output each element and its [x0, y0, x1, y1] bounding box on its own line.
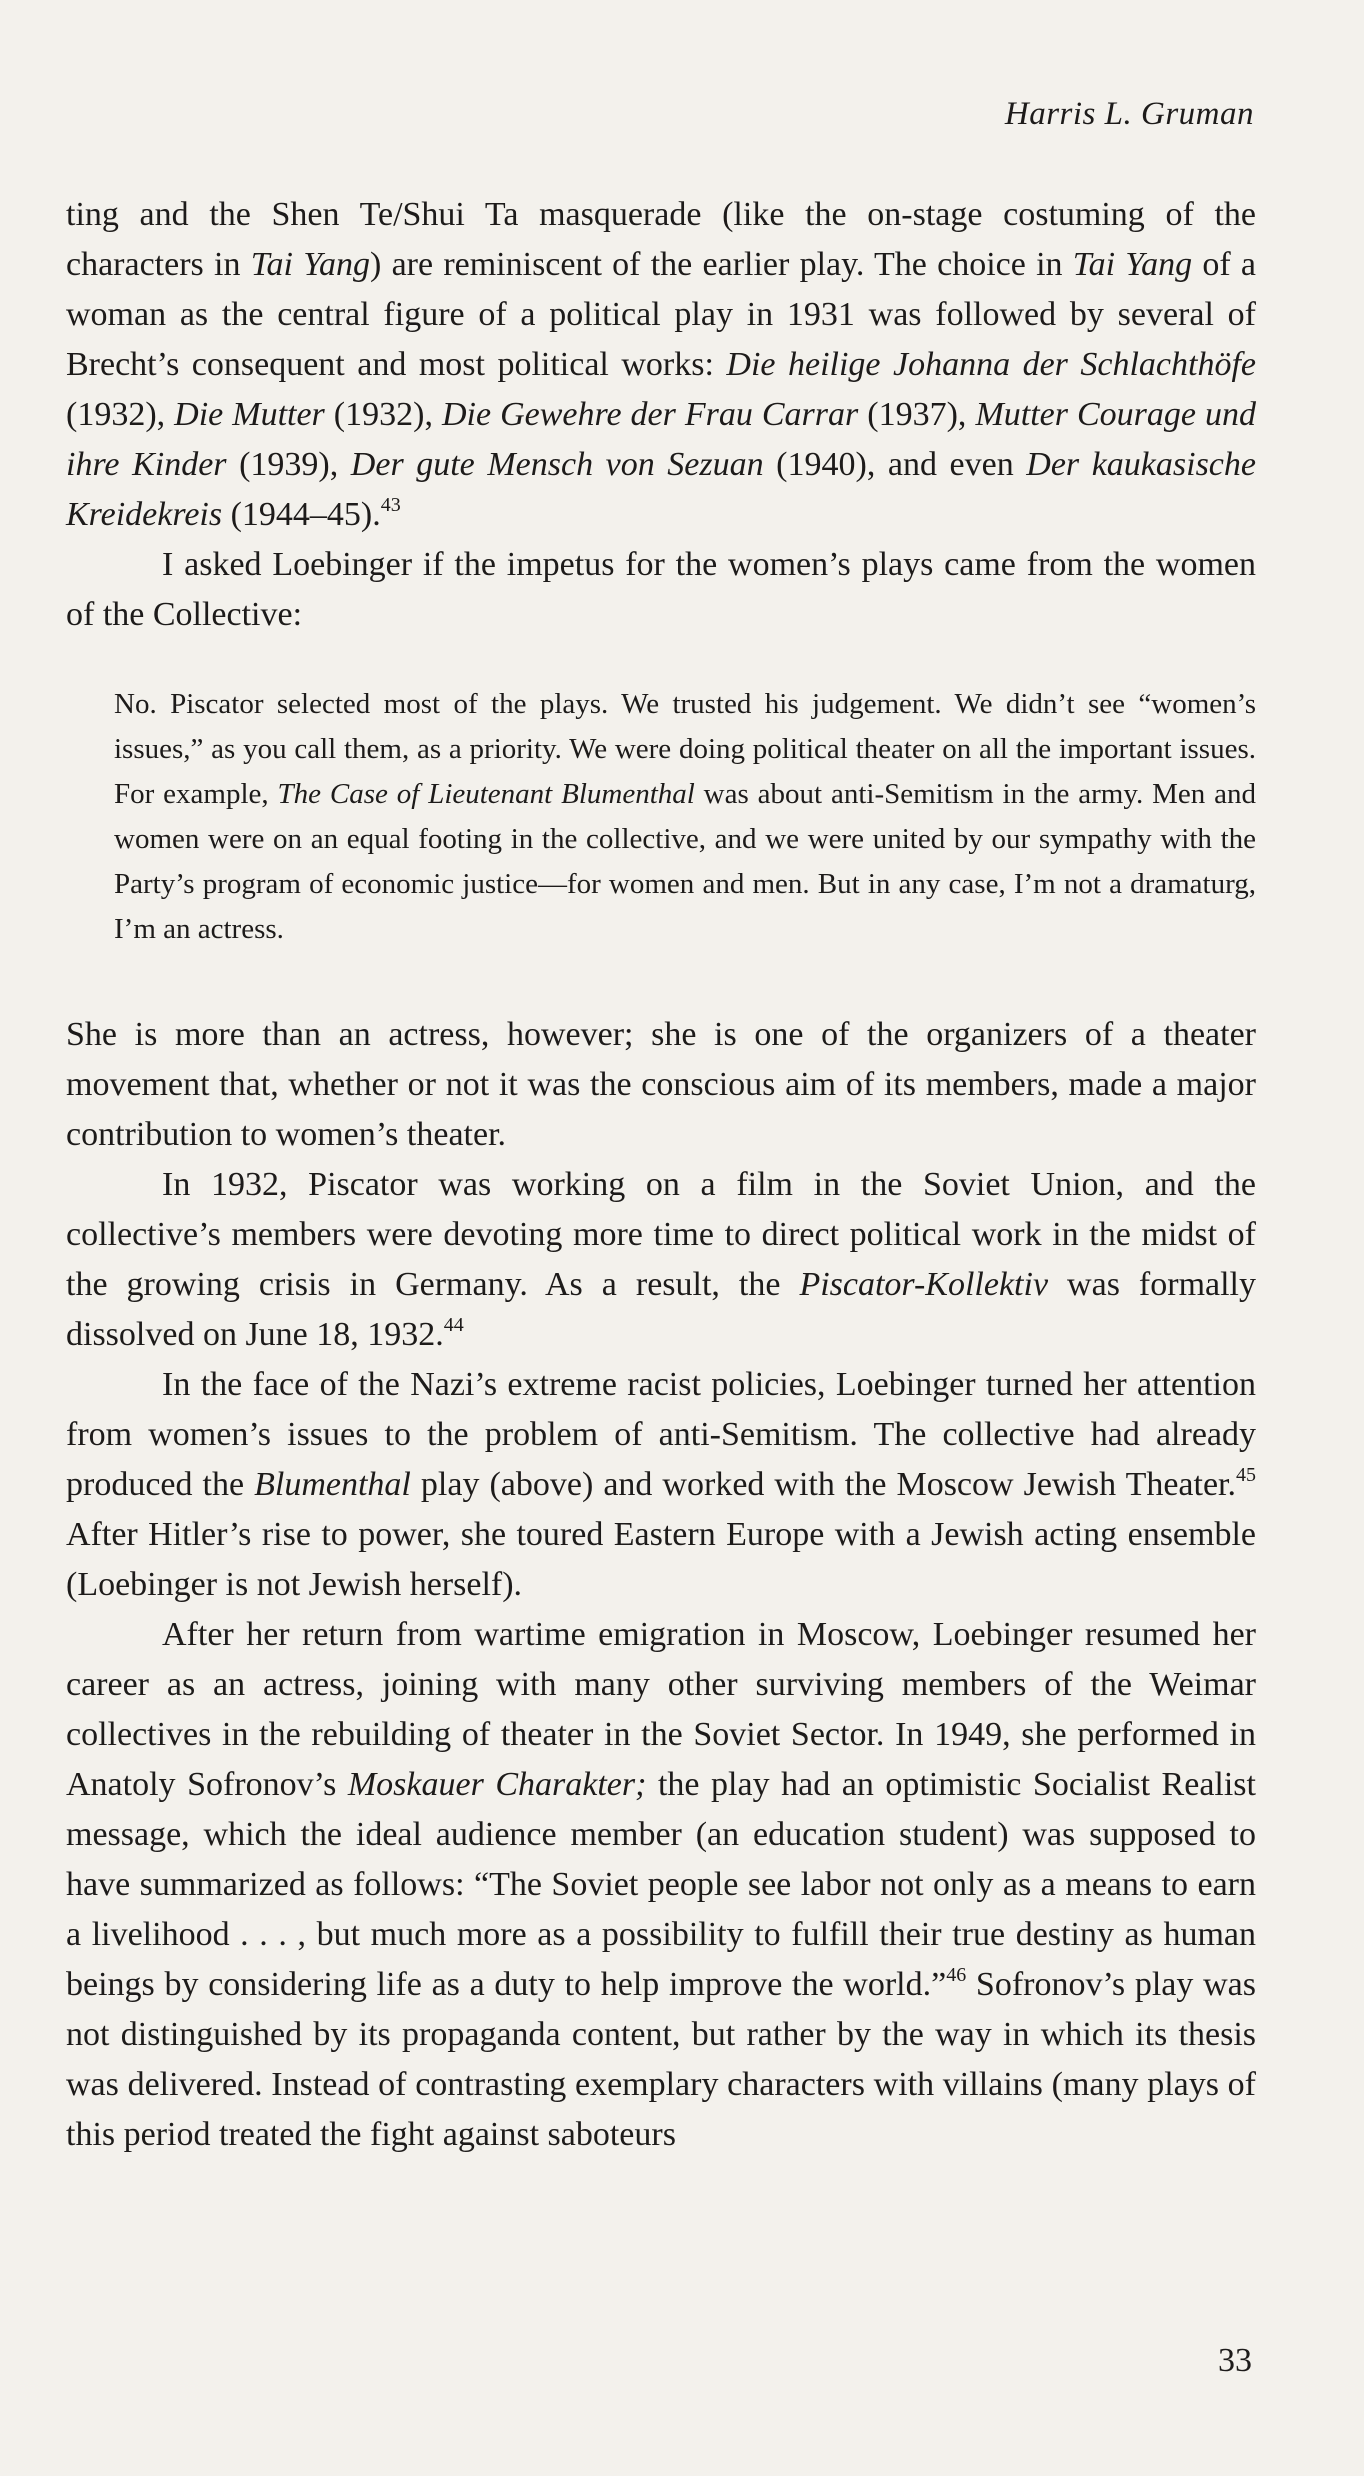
- play-title: Moskauer Charakter;: [347, 1766, 647, 1803]
- paragraph-2: I asked Loebinger if the impetus for the women’s plays came from the women of the Collective:: [66, 546, 1256, 633]
- play-title: Der gute Mensch von Sezuan: [350, 446, 764, 483]
- text-span: of a woman as the central figure of a political play in 1931 was followed by several of Brecht’s consequent and most political works:: [66, 246, 1256, 383]
- text-span: (1940), and even: [763, 446, 1027, 483]
- running-head: Harris L. Gruman: [1004, 96, 1254, 132]
- text-span: (1944–45).: [222, 496, 381, 533]
- text-span: (1932),: [324, 396, 442, 433]
- footnote-ref-46: 46: [946, 1964, 967, 1986]
- text-span: (1939),: [226, 446, 351, 483]
- play-title: Mutter Courage und ihre Kinder: [66, 396, 1256, 483]
- text-span: After Hitler’s rise to power, she toured Eastern Europe with a Jewish acting ensemble (Loebinger is not Jewish herself).: [66, 1516, 1256, 1603]
- play-title: Der kaukasische Kreidekreis: [66, 446, 1256, 533]
- text-span: ting and the Shen Te/Shui Ta masquerade (like the on-stage costuming of the characters in: [66, 196, 1256, 283]
- text-span: was formally dissolved on June 18, 1932.: [66, 1266, 1256, 1353]
- text-span: play (above) and worked with the Moscow Jewish Theater.: [410, 1466, 1237, 1503]
- paragraph-5: [66, 1360, 1256, 1610]
- play-title: Die Gewehre der Frau Carrar: [441, 396, 859, 433]
- text-span: ) are reminiscent of the earlier play. The choice in: [370, 246, 1073, 283]
- text-span: No. Piscator selected most of the plays. We trusted his judgement. We didn’t see “women’s issues,” as you call them, as a priority. We were doing political theater on all the important issues. For example,: [114, 688, 1256, 810]
- play-title: Blumenthal: [254, 1466, 411, 1503]
- play-title: The Case of Lieutenant Blumenthal: [277, 778, 695, 810]
- play-title: Tai Yang: [1072, 246, 1193, 283]
- footnote-ref-44: 44: [443, 1314, 464, 1336]
- text-span: In the face of the Nazi’s extreme racist policies, Loebinger turned her attention from women’s issues to the problem of anti-Semitism. The collective had already produced the: [66, 1366, 1256, 1503]
- text-span: (1932),: [66, 396, 175, 433]
- play-title: Die heilige Johanna der Schlachthöfe: [726, 346, 1256, 383]
- text-span: was about anti-Semitism in the army. Men and women were on an equal footing in the collective, and we were united by our sympathy with the Party’s program of economic justice—for women and men. But in any case, I’m not a dramaturg, I’m an actress.: [114, 778, 1256, 945]
- paragraph-1: [66, 190, 1256, 540]
- footnote-ref-43: 43: [380, 494, 401, 516]
- text-span: After her return from wartime emigration in Moscow, Loebinger resumed her career as an actress, joining with many other surviving members of the Weimar collectives in the rebuilding of theater in the Soviet Sector. In 1949, she performed in Anatoly Sofronov’s: [66, 1616, 1256, 1803]
- body-text: [66, 190, 1256, 2160]
- paragraph-4: [66, 1160, 1256, 1360]
- block-quote: [114, 682, 1256, 952]
- collective-name: Piscator-Kollektiv: [799, 1266, 1049, 1303]
- page-number: 33: [1218, 2342, 1252, 2379]
- paragraph-3: She is more than an actress, however; she is one of the organizers of a theater movement that, whether or not it was the conscious aim of its members, made a major contribution to women’s theater.: [66, 1016, 1256, 1153]
- text-span: Sofronov’s play was not distinguished by its propaganda content, but rather by the way in which its thesis was delivered. Instead of contrasting exemplary characters with villains (many plays of this period treated the fight against saboteurs: [66, 1966, 1256, 2153]
- footnote-ref-45: 45: [1236, 1464, 1257, 1486]
- paragraph-6: [66, 1610, 1256, 2160]
- play-title: Tai Yang: [250, 246, 370, 283]
- text-span: In 1932, Piscator was working on a film in the Soviet Union, and the collective’s members were devoting more time to direct political work in the midst of the growing crisis in Germany. As a result, the: [66, 1166, 1256, 1303]
- text-span: the play had an optimistic Socialist Realist message, which the ideal audience member (an education student) was supposed to have summarized as follows: “The Soviet people see labor not only as a means to earn a livelihood . . . , but much more as a possibility to fulfill their true destiny as human beings by considering life as a duty to help improve the world.”: [66, 1766, 1256, 2003]
- play-title: Die Mutter: [174, 396, 325, 433]
- text-span: (1937),: [858, 396, 976, 433]
